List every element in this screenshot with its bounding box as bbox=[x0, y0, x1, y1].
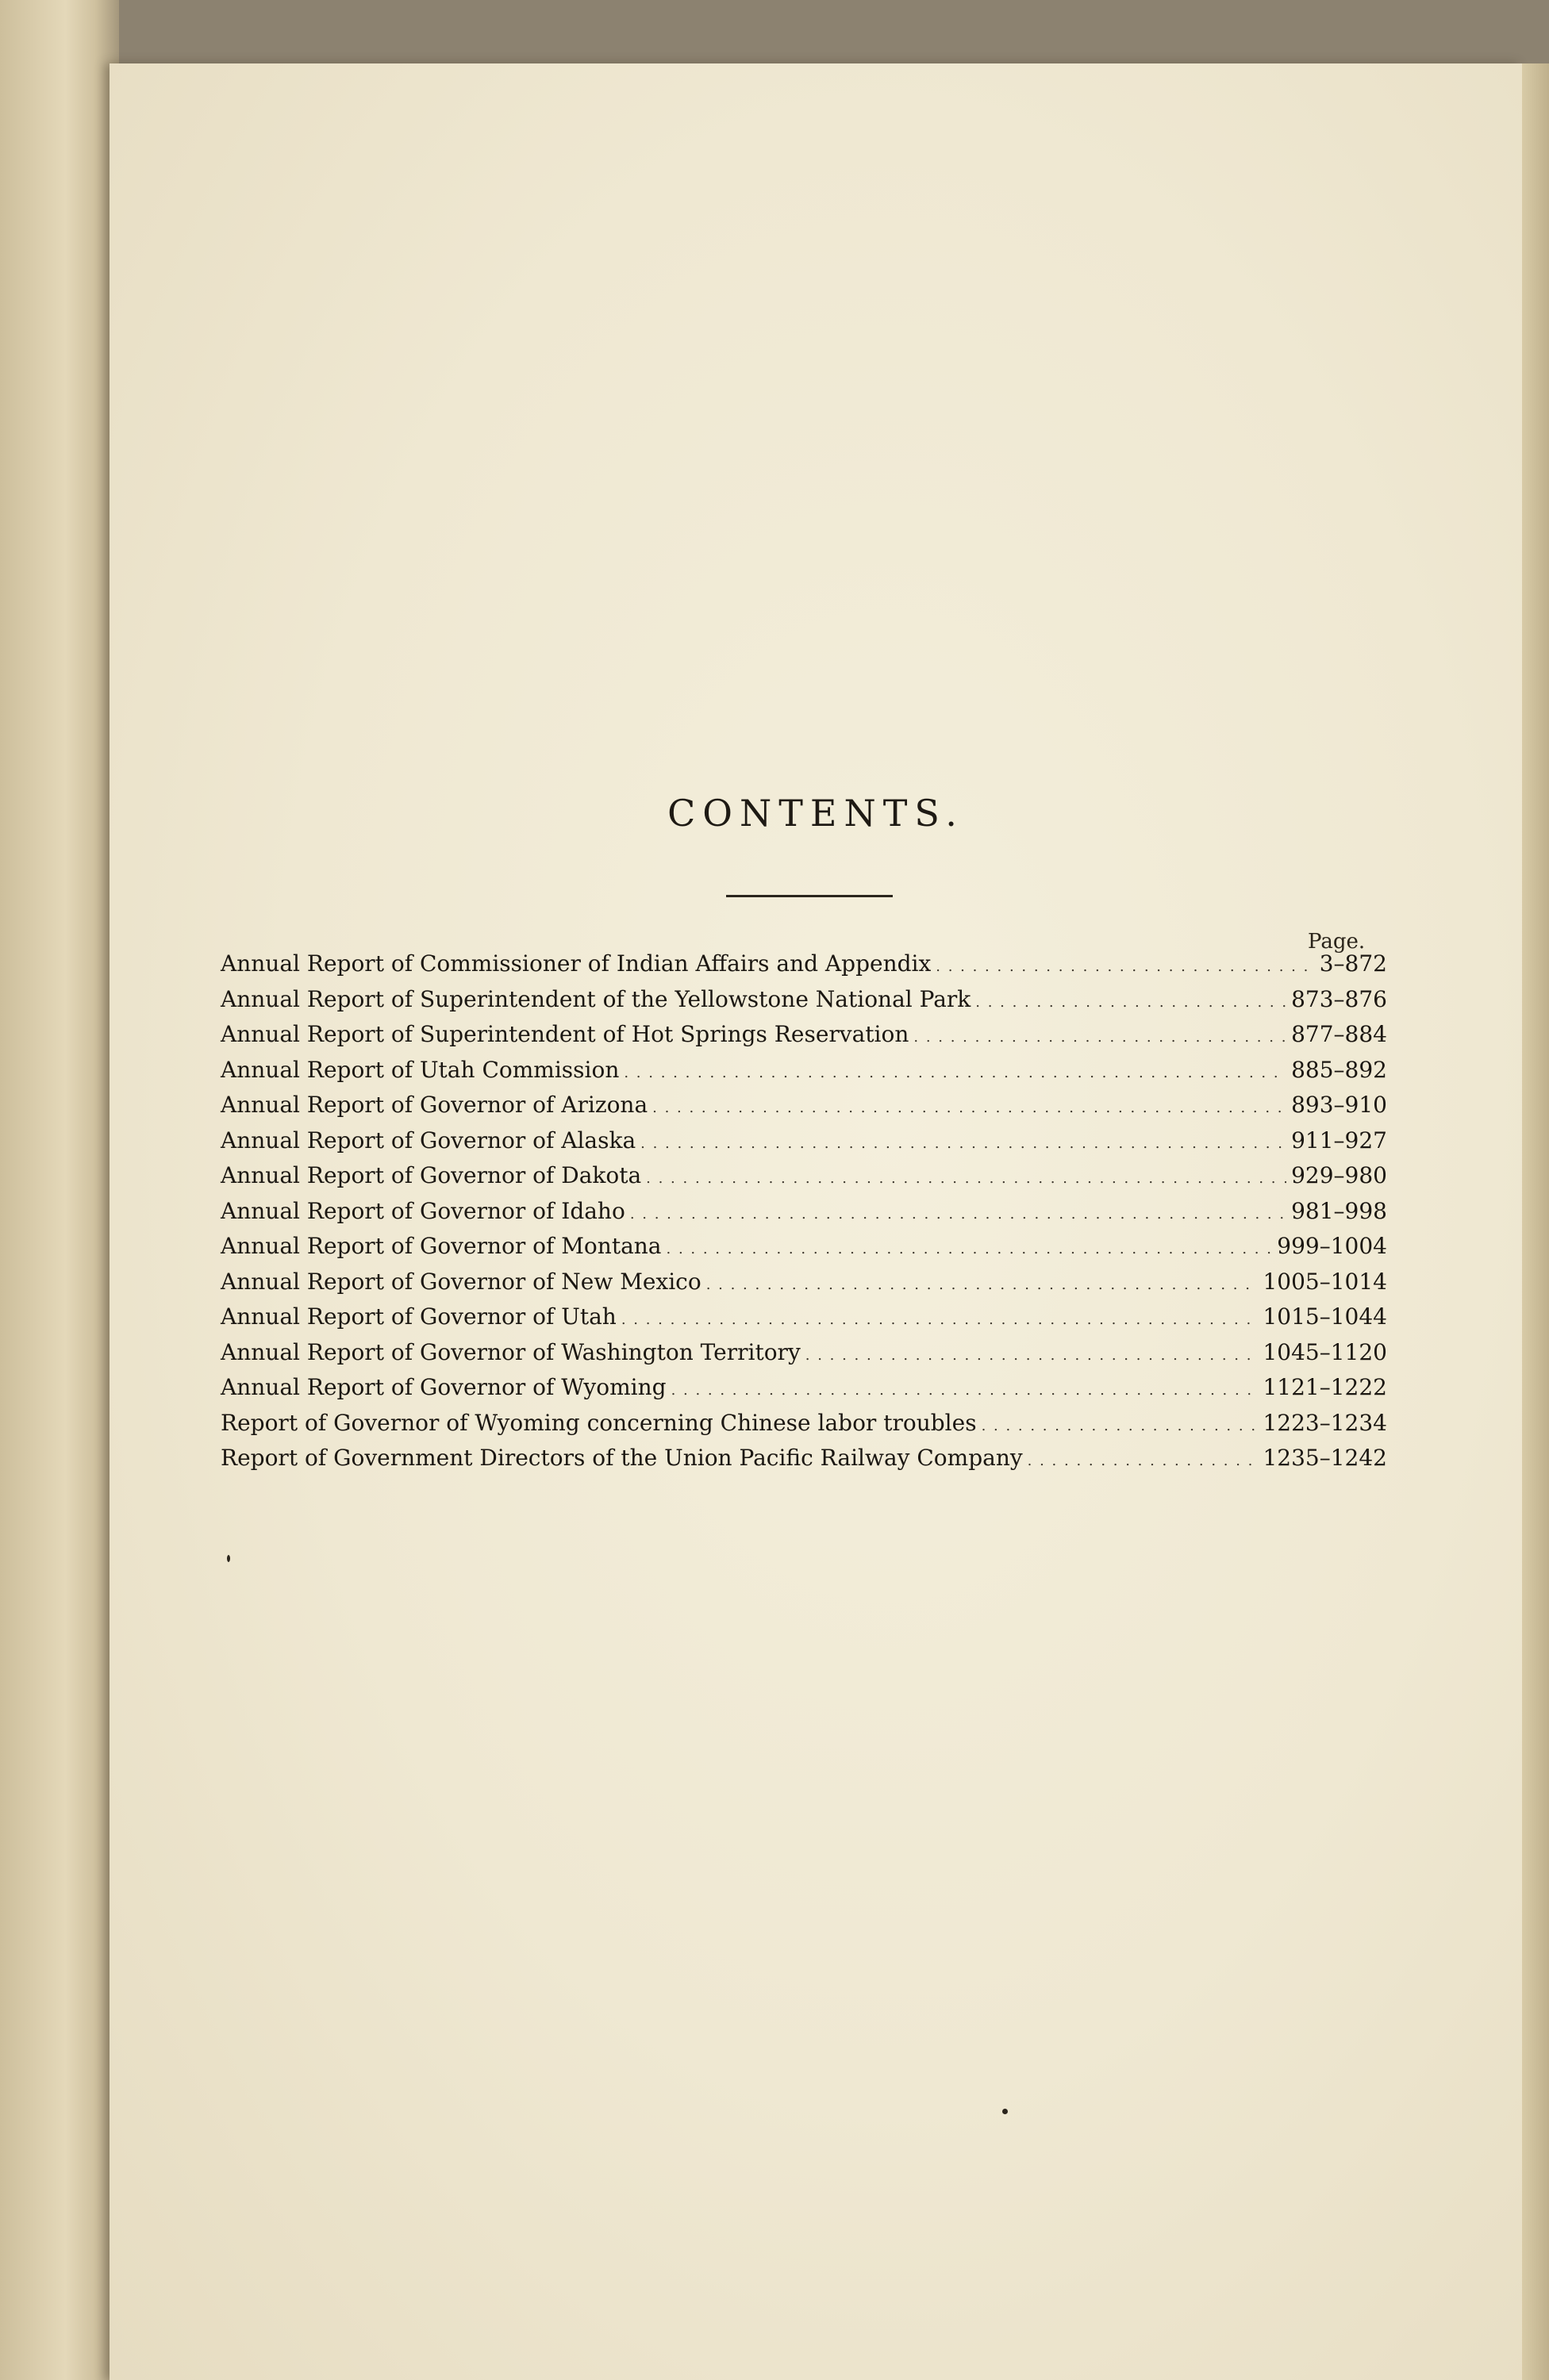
dot-leader bbox=[671, 1374, 1259, 1400]
toc-entry-pages: 999–1004 bbox=[1277, 1233, 1387, 1259]
dot-leader bbox=[913, 1021, 1286, 1047]
toc-entry bbox=[221, 1445, 1387, 1480]
toc-entry-title: Annual Report of Governor of Washington Territory bbox=[221, 1338, 801, 1365]
toc-entry bbox=[221, 1303, 1387, 1339]
toc-entry bbox=[221, 1198, 1387, 1234]
toc-entry bbox=[221, 986, 1387, 1022]
dot-leader bbox=[936, 950, 1314, 977]
toc-entry-pages: 1223–1234 bbox=[1263, 1409, 1387, 1436]
page-fore-edge bbox=[1522, 63, 1549, 2380]
toc-entry-pages: 929–980 bbox=[1291, 1162, 1387, 1188]
dot-leader bbox=[640, 1127, 1286, 1154]
toc-entry-title: Report of Government Directors of the Union Pacific Railway Company bbox=[221, 1445, 1023, 1471]
toc-entry-pages: 893–910 bbox=[1291, 1092, 1387, 1118]
toc-entry-pages: 1121–1222 bbox=[1263, 1374, 1387, 1400]
toc-entry-title: Annual Report of Superintendent of Hot Springs Reservation bbox=[221, 1021, 909, 1047]
toc-entry bbox=[221, 1162, 1387, 1198]
dot-leader bbox=[1028, 1445, 1259, 1471]
toc-entry-pages: 1015–1044 bbox=[1263, 1303, 1387, 1330]
toc-entry-pages: 1005–1014 bbox=[1263, 1268, 1387, 1295]
toc-entry-pages: 1235–1242 bbox=[1263, 1445, 1387, 1471]
paper-speck bbox=[1002, 2109, 1008, 2114]
toc-entry-title: Annual Report of Governor of Arizona bbox=[221, 1092, 648, 1118]
dot-leader bbox=[982, 1410, 1259, 1436]
toc-entry-title: Annual Report of Governor of Montana bbox=[221, 1233, 662, 1259]
toc-entry-title: Annual Report of Commissioner of Indian Affairs and Appendix bbox=[221, 950, 932, 977]
paper-speck bbox=[227, 1555, 230, 1562]
toc-entry-title: Annual Report of Governor of Wyoming bbox=[221, 1374, 667, 1400]
toc-entry-pages: 877–884 bbox=[1291, 1021, 1387, 1047]
toc-entry bbox=[221, 1269, 1387, 1304]
toc-entry-pages: 3–872 bbox=[1319, 950, 1387, 977]
dot-leader bbox=[646, 1162, 1286, 1188]
toc-entry-title: Annual Report of Utah Commission bbox=[221, 1056, 620, 1083]
toc-entry bbox=[221, 1410, 1387, 1445]
book-page bbox=[110, 63, 1522, 2380]
toc-entry-pages: 911–927 bbox=[1291, 1127, 1387, 1154]
dot-leader bbox=[621, 1303, 1259, 1330]
dot-leader bbox=[805, 1339, 1259, 1365]
contents-heading: CONTENTS. bbox=[667, 792, 964, 835]
page-column-label: Page. bbox=[1308, 930, 1366, 954]
toc-entry bbox=[221, 1339, 1387, 1375]
table-of-contents bbox=[221, 950, 1387, 1480]
toc-entry-title: Annual Report of Governor of Idaho bbox=[221, 1197, 625, 1224]
dot-leader bbox=[624, 1057, 1286, 1083]
heading-rule bbox=[726, 895, 893, 897]
toc-entry-title: Annual Report of Governor of Dakota bbox=[221, 1162, 642, 1188]
toc-entry bbox=[221, 1127, 1387, 1163]
toc-entry-title: Report of Governor of Wyoming concerning Chinese labor troubles bbox=[221, 1409, 977, 1436]
toc-entry-title: Annual Report of Governor of Utah bbox=[221, 1303, 617, 1330]
toc-entry bbox=[221, 1057, 1387, 1092]
toc-entry bbox=[221, 950, 1387, 986]
toc-entry-pages: 1045–1120 bbox=[1263, 1338, 1387, 1365]
toc-entry-title: Annual Report of Governor of Alaska bbox=[221, 1127, 636, 1154]
dot-leader bbox=[652, 1092, 1286, 1118]
toc-entry bbox=[221, 1374, 1387, 1410]
toc-entry bbox=[221, 1021, 1387, 1057]
book-binding-gutter bbox=[0, 0, 119, 2380]
toc-entry-pages: 981–998 bbox=[1291, 1197, 1387, 1224]
toc-entry-pages: 873–876 bbox=[1291, 985, 1387, 1012]
toc-entry-title: Annual Report of Governor of New Mexico bbox=[221, 1268, 701, 1295]
toc-entry-pages: 885–892 bbox=[1291, 1056, 1387, 1083]
toc-entry-title: Annual Report of Superintendent of the Yellowstone National Park bbox=[221, 985, 971, 1012]
dot-leader bbox=[975, 986, 1286, 1012]
dot-leader bbox=[667, 1233, 1273, 1259]
dot-leader bbox=[630, 1198, 1286, 1224]
toc-entry bbox=[221, 1233, 1387, 1269]
toc-entry bbox=[221, 1092, 1387, 1127]
dot-leader bbox=[706, 1269, 1259, 1295]
